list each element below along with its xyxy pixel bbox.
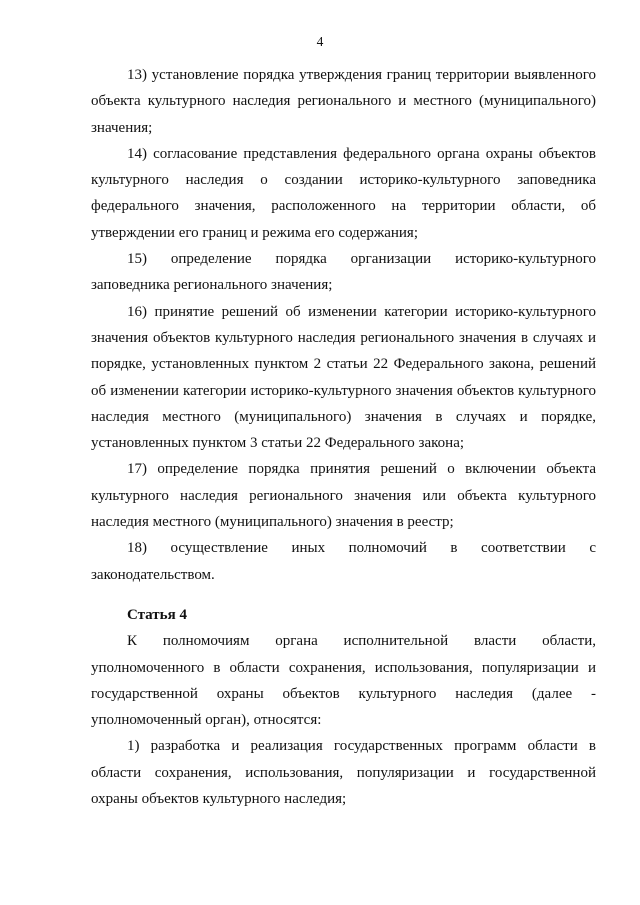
article-heading: Статья 4 [127,606,187,623]
page-number: 4 [316,34,324,49]
list-item-16: 16) принятие решений об изменении категории историко-культурного значения объектов культурного наследия регионального значения в случаях и порядке, установленных пунктом 2 статьи 22 Федерального закона, решений об изменении категории историко-культурного значения объектов культурного наследия местного (муниципального) значения в случаях и порядке, установленных пунктом 3 статьи 22 Федерального закона; [91,303,596,452]
document-body [91,62,596,812]
section-spacer [91,588,596,602]
list-item-18: 18) осуществление иных полномочий в соответствии с законодательством. [91,540,596,583]
list-item-17: 17) определение порядка принятия решений о включении объекта культурного наследия регионального значения или объекта культурного наследия местного (муниципального) значения в реестр; [91,461,596,531]
article-intro: К полномочиям органа исполнительной власти области, уполномоченного в области сохранения, использования, популяризации и государственной охраны объектов культурного наследия (далее - уполномоченный орган), относятся: [91,633,596,729]
list-item-15: 15) определение порядка организации историко-культурного заповедника регионального значения; [91,251,596,294]
list-item-13: 13) установление порядка утверждения границ территории выявленного объекта культурного наследия регионального и местного (муниципального) значения; [91,67,596,136]
article-list-item-1: 1) разработка и реализация государственных программ области в области сохранения, использования, популяризации и государственной охраны объектов культурного наследия; [91,738,596,808]
list-item-14: 14) согласование представления федерального органа охраны объектов культурного наследия о создании историко-культурного заповедника федерального значения, расположенного на территории области, об утверждении его границ и режима его содержания; [91,145,596,241]
